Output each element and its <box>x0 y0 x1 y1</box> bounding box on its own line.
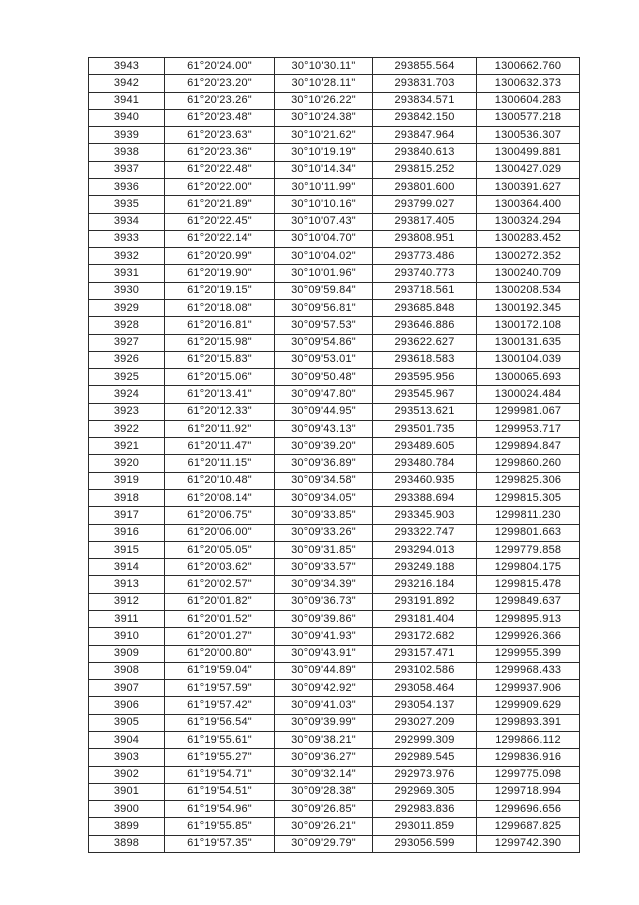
cell-coord-y: 1300240.709 <box>477 265 580 282</box>
cell-coord-x: 293249.188 <box>373 559 477 576</box>
cell-coord-x: 293181.404 <box>373 611 477 628</box>
table-row <box>89 351 580 368</box>
table-row <box>89 541 580 558</box>
cell-coord-y: 1300577.218 <box>477 109 580 126</box>
cell-longitude: 30°09'39.86" <box>275 611 373 628</box>
cell-longitude: 30°09'31.85" <box>275 541 373 558</box>
cell-coord-y: 1299895.913 <box>477 611 580 628</box>
cell-point-number: 3899 <box>89 818 165 835</box>
cell-latitude: 61°20'18.08" <box>165 299 275 316</box>
cell-coord-x: 293842.150 <box>373 109 477 126</box>
cell-coord-x: 293847.964 <box>373 127 477 144</box>
table-row <box>89 248 580 265</box>
cell-longitude: 30°09'26.21" <box>275 818 373 835</box>
cell-coord-y: 1300283.452 <box>477 230 580 247</box>
cell-coord-x: 293834.571 <box>373 92 477 109</box>
table-row <box>89 265 580 282</box>
cell-longitude: 30°09'50.48" <box>275 369 373 386</box>
cell-latitude: 61°20'20.99" <box>165 248 275 265</box>
cell-latitude: 61°20'01.82" <box>165 593 275 610</box>
cell-latitude: 61°20'24.00" <box>165 58 275 75</box>
cell-coord-y: 1300131.635 <box>477 334 580 351</box>
cell-coord-y: 1299815.305 <box>477 490 580 507</box>
cell-coord-x: 293545.967 <box>373 386 477 403</box>
cell-coord-x: 293685.848 <box>373 299 477 316</box>
table-row <box>89 766 580 783</box>
cell-latitude: 61°20'15.98" <box>165 334 275 351</box>
cell-longitude: 30°10'28.11" <box>275 75 373 92</box>
cell-point-number: 3929 <box>89 299 165 316</box>
table-row <box>89 472 580 489</box>
cell-latitude: 61°20'05.05" <box>165 541 275 558</box>
table-row <box>89 178 580 195</box>
cell-coord-x: 293815.252 <box>373 161 477 178</box>
table-row <box>89 749 580 766</box>
cell-latitude: 61°20'22.00" <box>165 178 275 195</box>
cell-coord-y: 1300364.400 <box>477 196 580 213</box>
cell-point-number: 3911 <box>89 611 165 628</box>
cell-coord-x: 293773.486 <box>373 248 477 265</box>
cell-latitude: 61°20'19.15" <box>165 282 275 299</box>
cell-longitude: 30°09'39.20" <box>275 438 373 455</box>
cell-point-number: 3915 <box>89 541 165 558</box>
cell-latitude: 61°19'55.85" <box>165 818 275 835</box>
cell-coord-x: 293294.013 <box>373 541 477 558</box>
cell-point-number: 3920 <box>89 455 165 472</box>
cell-point-number: 3910 <box>89 628 165 645</box>
cell-longitude: 30°09'43.13" <box>275 420 373 437</box>
cell-point-number: 3905 <box>89 714 165 731</box>
table-row <box>89 559 580 576</box>
cell-coord-y: 1299894.847 <box>477 438 580 455</box>
cell-latitude: 61°20'22.48" <box>165 161 275 178</box>
cell-coord-x: 293855.564 <box>373 58 477 75</box>
cell-coord-y: 1299775.098 <box>477 766 580 783</box>
cell-latitude: 61°20'01.27" <box>165 628 275 645</box>
cell-longitude: 30°09'44.89" <box>275 662 373 679</box>
table-row <box>89 144 580 161</box>
cell-point-number: 3928 <box>89 317 165 334</box>
cell-coord-y: 1299815.478 <box>477 576 580 593</box>
cell-point-number: 3940 <box>89 109 165 126</box>
cell-longitude: 30°09'42.92" <box>275 680 373 697</box>
cell-coord-x: 293646.886 <box>373 317 477 334</box>
cell-coord-x: 293595.956 <box>373 369 477 386</box>
cell-coord-x: 292969.305 <box>373 783 477 800</box>
cell-coord-y: 1299825.306 <box>477 472 580 489</box>
cell-longitude: 30°10'10.16" <box>275 196 373 213</box>
table-row <box>89 161 580 178</box>
cell-longitude: 30°09'33.85" <box>275 507 373 524</box>
cell-latitude: 61°19'57.35" <box>165 835 275 852</box>
cell-latitude: 61°20'22.14" <box>165 230 275 247</box>
cell-coord-y: 1300024.484 <box>477 386 580 403</box>
table-row <box>89 662 580 679</box>
cell-coord-y: 1299836.916 <box>477 749 580 766</box>
cell-coord-x: 293027.209 <box>373 714 477 731</box>
cell-point-number: 3898 <box>89 835 165 852</box>
cell-coord-y: 1300632.373 <box>477 75 580 92</box>
cell-longitude: 30°09'32.14" <box>275 766 373 783</box>
cell-coord-x: 293622.627 <box>373 334 477 351</box>
cell-longitude: 30°09'57.53" <box>275 317 373 334</box>
cell-latitude: 61°19'59.04" <box>165 662 275 679</box>
cell-coord-y: 1299926.366 <box>477 628 580 645</box>
cell-coord-y: 1299953.717 <box>477 420 580 437</box>
cell-longitude: 30°10'07.43" <box>275 213 373 230</box>
table-row <box>89 127 580 144</box>
cell-point-number: 3909 <box>89 645 165 662</box>
table-row <box>89 230 580 247</box>
cell-longitude: 30°09'54.86" <box>275 334 373 351</box>
cell-coord-x: 293011.859 <box>373 818 477 835</box>
cell-longitude: 30°09'47.80" <box>275 386 373 403</box>
cell-coord-x: 293831.703 <box>373 75 477 92</box>
cell-latitude: 61°19'54.71" <box>165 766 275 783</box>
table-row <box>89 58 580 75</box>
cell-coord-y: 1299860.260 <box>477 455 580 472</box>
cell-point-number: 3923 <box>89 403 165 420</box>
cell-coord-x: 293157.471 <box>373 645 477 662</box>
cell-point-number: 3906 <box>89 697 165 714</box>
table-row <box>89 109 580 126</box>
cell-longitude: 30°10'11.99" <box>275 178 373 195</box>
cell-point-number: 3902 <box>89 766 165 783</box>
cell-point-number: 3935 <box>89 196 165 213</box>
cell-coord-y: 1299968.433 <box>477 662 580 679</box>
cell-longitude: 30°09'34.05" <box>275 490 373 507</box>
cell-latitude: 61°20'06.00" <box>165 524 275 541</box>
cell-point-number: 3926 <box>89 351 165 368</box>
cell-longitude: 30°09'41.03" <box>275 697 373 714</box>
cell-coord-x: 293058.464 <box>373 680 477 697</box>
cell-point-number: 3941 <box>89 92 165 109</box>
cell-coord-y: 1299742.390 <box>477 835 580 852</box>
cell-coord-x: 293840.613 <box>373 144 477 161</box>
cell-longitude: 30°09'44.95" <box>275 403 373 420</box>
cell-latitude: 61°20'23.63" <box>165 127 275 144</box>
table-row <box>89 455 580 472</box>
cell-latitude: 61°19'55.61" <box>165 731 275 748</box>
table-row <box>89 299 580 316</box>
cell-latitude: 61°20'21.89" <box>165 196 275 213</box>
table-row <box>89 576 580 593</box>
table-row <box>89 196 580 213</box>
cell-latitude: 61°20'11.47" <box>165 438 275 455</box>
cell-point-number: 3914 <box>89 559 165 576</box>
cell-point-number: 3943 <box>89 58 165 75</box>
cell-coord-y: 1299811.230 <box>477 507 580 524</box>
cell-coord-y: 1300662.760 <box>477 58 580 75</box>
cell-point-number: 3925 <box>89 369 165 386</box>
cell-point-number: 3934 <box>89 213 165 230</box>
cell-longitude: 30°09'56.81" <box>275 299 373 316</box>
table-row <box>89 490 580 507</box>
cell-longitude: 30°10'19.19" <box>275 144 373 161</box>
cell-point-number: 3922 <box>89 420 165 437</box>
cell-coord-y: 1300104.039 <box>477 351 580 368</box>
table-row <box>89 801 580 818</box>
cell-latitude: 61°20'12.33" <box>165 403 275 420</box>
cell-longitude: 30°09'36.27" <box>275 749 373 766</box>
cell-longitude: 30°10'01.96" <box>275 265 373 282</box>
cell-latitude: 61°19'55.27" <box>165 749 275 766</box>
cell-latitude: 61°19'54.51" <box>165 783 275 800</box>
cell-latitude: 61°20'03.62" <box>165 559 275 576</box>
cell-point-number: 3918 <box>89 490 165 507</box>
table-row <box>89 386 580 403</box>
cell-longitude: 30°10'30.11" <box>275 58 373 75</box>
cell-coord-x: 293801.600 <box>373 178 477 195</box>
cell-latitude: 61°20'15.83" <box>165 351 275 368</box>
cell-latitude: 61°20'23.20" <box>165 75 275 92</box>
table-row <box>89 645 580 662</box>
cell-point-number: 3937 <box>89 161 165 178</box>
cell-latitude: 61°20'15.06" <box>165 369 275 386</box>
cell-longitude: 30°09'43.91" <box>275 645 373 662</box>
cell-coord-y: 1299804.175 <box>477 559 580 576</box>
cell-coord-x: 293817.405 <box>373 213 477 230</box>
cell-coord-y: 1300172.108 <box>477 317 580 334</box>
cell-latitude: 61°20'00.80" <box>165 645 275 662</box>
cell-coord-x: 293388.694 <box>373 490 477 507</box>
cell-point-number: 3927 <box>89 334 165 351</box>
cell-longitude: 30°10'26.22" <box>275 92 373 109</box>
cell-coord-x: 293054.137 <box>373 697 477 714</box>
table-row <box>89 213 580 230</box>
cell-point-number: 3936 <box>89 178 165 195</box>
cell-latitude: 61°19'56.54" <box>165 714 275 731</box>
table-row <box>89 369 580 386</box>
cell-point-number: 3913 <box>89 576 165 593</box>
cell-longitude: 30°09'33.57" <box>275 559 373 576</box>
cell-coord-y: 1300208.534 <box>477 282 580 299</box>
cell-coord-x: 293489.605 <box>373 438 477 455</box>
cell-point-number: 3908 <box>89 662 165 679</box>
table-row <box>89 507 580 524</box>
cell-coord-y: 1299849.637 <box>477 593 580 610</box>
coordinate-table-grid <box>88 57 580 853</box>
cell-coord-x: 293513.621 <box>373 403 477 420</box>
table-row <box>89 282 580 299</box>
cell-coord-y: 1299937.906 <box>477 680 580 697</box>
cell-latitude: 61°20'11.15" <box>165 455 275 472</box>
cell-latitude: 61°20'08.14" <box>165 490 275 507</box>
cell-point-number: 3938 <box>89 144 165 161</box>
table-row <box>89 714 580 731</box>
cell-coord-y: 1299981.067 <box>477 403 580 420</box>
cell-latitude: 61°20'23.48" <box>165 109 275 126</box>
cell-coord-y: 1300192.345 <box>477 299 580 316</box>
coordinate-table-body <box>89 58 580 853</box>
cell-point-number: 3901 <box>89 783 165 800</box>
table-row <box>89 818 580 835</box>
cell-point-number: 3917 <box>89 507 165 524</box>
cell-latitude: 61°20'13.41" <box>165 386 275 403</box>
cell-coord-x: 293102.586 <box>373 662 477 679</box>
cell-coord-x: 293799.027 <box>373 196 477 213</box>
cell-point-number: 3931 <box>89 265 165 282</box>
cell-point-number: 3930 <box>89 282 165 299</box>
cell-coord-x: 293740.773 <box>373 265 477 282</box>
table-row <box>89 317 580 334</box>
cell-longitude: 30°09'34.58" <box>275 472 373 489</box>
table-row <box>89 334 580 351</box>
cell-point-number: 3932 <box>89 248 165 265</box>
cell-point-number: 3921 <box>89 438 165 455</box>
cell-latitude: 61°20'22.45" <box>165 213 275 230</box>
cell-coord-y: 1299955.399 <box>477 645 580 662</box>
cell-point-number: 3919 <box>89 472 165 489</box>
cell-coord-y: 1299801.663 <box>477 524 580 541</box>
cell-longitude: 30°10'24.38" <box>275 109 373 126</box>
cell-latitude: 61°19'54.96" <box>165 801 275 818</box>
cell-point-number: 3942 <box>89 75 165 92</box>
cell-coord-x: 292999.309 <box>373 731 477 748</box>
cell-latitude: 61°20'19.90" <box>165 265 275 282</box>
cell-longitude: 30°09'59.84" <box>275 282 373 299</box>
cell-coord-x: 293191.892 <box>373 593 477 610</box>
cell-coord-x: 293501.735 <box>373 420 477 437</box>
cell-coord-y: 1300499.881 <box>477 144 580 161</box>
cell-latitude: 61°19'57.42" <box>165 697 275 714</box>
table-row <box>89 420 580 437</box>
cell-coord-y: 1300065.693 <box>477 369 580 386</box>
cell-longitude: 30°09'53.01" <box>275 351 373 368</box>
cell-longitude: 30°09'34.39" <box>275 576 373 593</box>
cell-coord-x: 293480.784 <box>373 455 477 472</box>
table-row <box>89 697 580 714</box>
cell-latitude: 61°20'23.26" <box>165 92 275 109</box>
cell-coord-y: 1299909.629 <box>477 697 580 714</box>
cell-latitude: 61°20'16.81" <box>165 317 275 334</box>
cell-coord-x: 293322.747 <box>373 524 477 541</box>
cell-latitude: 61°20'06.75" <box>165 507 275 524</box>
cell-coord-y: 1300272.352 <box>477 248 580 265</box>
cell-coord-y: 1299866.112 <box>477 731 580 748</box>
cell-coord-x: 293618.583 <box>373 351 477 368</box>
cell-point-number: 3912 <box>89 593 165 610</box>
table-row <box>89 783 580 800</box>
table-row <box>89 438 580 455</box>
cell-longitude: 30°09'38.21" <box>275 731 373 748</box>
cell-point-number: 3907 <box>89 680 165 697</box>
cell-longitude: 30°10'21.62" <box>275 127 373 144</box>
cell-coord-x: 293056.599 <box>373 835 477 852</box>
cell-point-number: 3916 <box>89 524 165 541</box>
table-row <box>89 75 580 92</box>
cell-longitude: 30°09'33.26" <box>275 524 373 541</box>
table-row <box>89 92 580 109</box>
cell-coord-x: 293718.561 <box>373 282 477 299</box>
cell-coord-y: 1300536.307 <box>477 127 580 144</box>
cell-latitude: 61°20'23.36" <box>165 144 275 161</box>
cell-longitude: 30°09'36.89" <box>275 455 373 472</box>
cell-point-number: 3924 <box>89 386 165 403</box>
table-row <box>89 524 580 541</box>
cell-coord-y: 1299893.391 <box>477 714 580 731</box>
cell-coord-x: 292989.545 <box>373 749 477 766</box>
cell-point-number: 3939 <box>89 127 165 144</box>
cell-point-number: 3904 <box>89 731 165 748</box>
cell-latitude: 61°20'01.52" <box>165 611 275 628</box>
table-row <box>89 403 580 420</box>
cell-coord-x: 293808.951 <box>373 230 477 247</box>
cell-longitude: 30°09'29.79" <box>275 835 373 852</box>
table-row <box>89 835 580 852</box>
cell-point-number: 3933 <box>89 230 165 247</box>
cell-longitude: 30°10'04.70" <box>275 230 373 247</box>
table-row <box>89 731 580 748</box>
cell-longitude: 30°10'04.02" <box>275 248 373 265</box>
cell-longitude: 30°09'36.73" <box>275 593 373 610</box>
cell-coord-y: 1299696.656 <box>477 801 580 818</box>
cell-coord-x: 292973.976 <box>373 766 477 783</box>
cell-coord-x: 292983.836 <box>373 801 477 818</box>
cell-longitude: 30°09'26.85" <box>275 801 373 818</box>
cell-coord-x: 293345.903 <box>373 507 477 524</box>
cell-coord-y: 1299718.994 <box>477 783 580 800</box>
table-row <box>89 593 580 610</box>
cell-point-number: 3903 <box>89 749 165 766</box>
cell-longitude: 30°09'28.38" <box>275 783 373 800</box>
cell-coord-y: 1299779.858 <box>477 541 580 558</box>
cell-coord-y: 1300427.029 <box>477 161 580 178</box>
coordinate-table <box>88 57 579 853</box>
table-row <box>89 611 580 628</box>
cell-latitude: 61°19'57.59" <box>165 680 275 697</box>
cell-latitude: 61°20'10.48" <box>165 472 275 489</box>
cell-coord-y: 1300391.627 <box>477 178 580 195</box>
cell-coord-x: 293172.682 <box>373 628 477 645</box>
cell-longitude: 30°10'14.34" <box>275 161 373 178</box>
cell-coord-x: 293216.184 <box>373 576 477 593</box>
cell-coord-x: 293460.935 <box>373 472 477 489</box>
cell-coord-y: 1299687.825 <box>477 818 580 835</box>
cell-longitude: 30°09'39.99" <box>275 714 373 731</box>
cell-coord-y: 1300324.294 <box>477 213 580 230</box>
cell-coord-y: 1300604.283 <box>477 92 580 109</box>
table-row <box>89 628 580 645</box>
cell-point-number: 3900 <box>89 801 165 818</box>
cell-longitude: 30°09'41.93" <box>275 628 373 645</box>
cell-latitude: 61°20'11.92" <box>165 420 275 437</box>
cell-latitude: 61°20'02.57" <box>165 576 275 593</box>
table-row <box>89 680 580 697</box>
